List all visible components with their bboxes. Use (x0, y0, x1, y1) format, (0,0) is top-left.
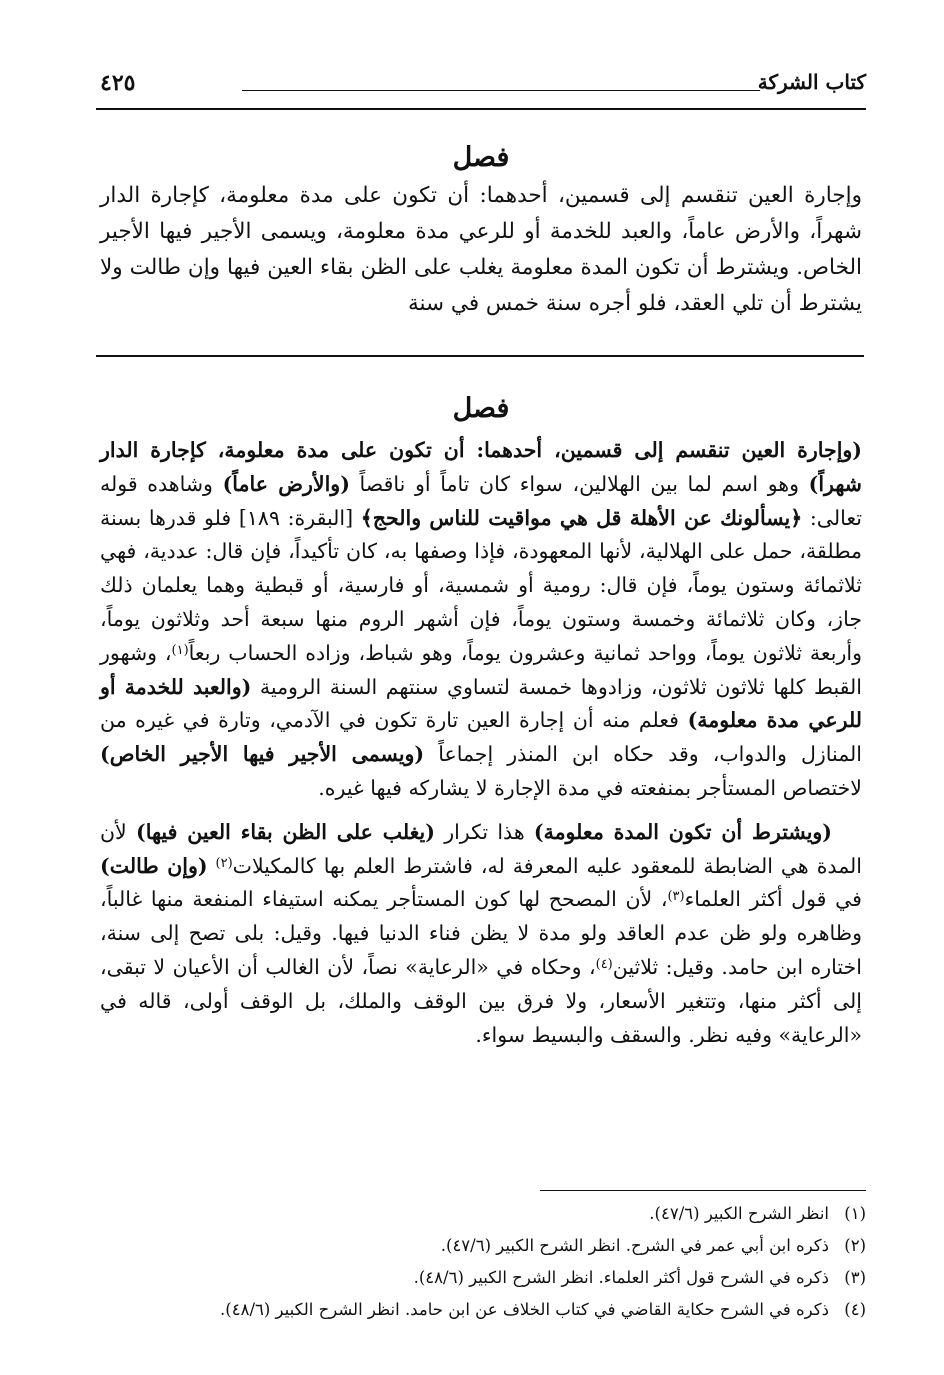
footnote-text: انظر الشرح الكبير (٤٧/٦). (649, 1204, 829, 1223)
matn-quote: (والعبد للخدمة أو للرعي مدة معلومة) (100, 674, 863, 733)
matn-quote: (ويسمى الأجير فيها الأجير الخاص) (100, 742, 425, 767)
footnote-number: (٢) (844, 1236, 866, 1255)
footnotes (146, 1198, 866, 1326)
sharh-paragraph-2 (100, 816, 862, 1053)
footnote (146, 1230, 866, 1262)
footnote-text: ذكره في الشرح حكاية القاضي في كتاب الخلاف عن ابن حامد. انظر الشرح الكبير (٤٨/٦). (220, 1300, 829, 1319)
sharh-text: ، لأن المصحح لها كون المستأجر يمكنه استيفاء المنفعة منها غالباً، وظاهره ولو ظن عدم العاقد ولو مدة لا يظن فناء الدنيا فيها. وقيل: بلى تصح إلى سنة، اختاره ابن حامد. وقيل: ثلاثين (100, 887, 862, 979)
footnote-rule (540, 1190, 866, 1191)
footnote-marker: (٤) (595, 956, 613, 972)
footnote-text: ذكره في الشرح قول أكثر العلماء. انظر الشرح الكبير (٤٨/٦). (413, 1268, 829, 1287)
footnote (146, 1294, 866, 1326)
sharh-text: هذا تكرار (434, 819, 534, 844)
footnote-number: (٤) (844, 1300, 866, 1319)
sharh-text: وشاهده قوله تعالى: (100, 471, 862, 530)
matn-quote: (وإن طالت) (100, 853, 208, 878)
matn-quote: (ويشترط أن تكون المدة معلومة) (533, 819, 832, 844)
header-rule (96, 108, 866, 110)
footnote (146, 1262, 866, 1294)
matn-quote: (وإجارة العين تنقسم إلى قسمين، أحدهما: أن تكون على مدة معلومة، كإجارة الدار شهراً) (100, 438, 862, 496)
header-dash-line (242, 90, 760, 91)
running-header (96, 68, 866, 112)
sharh-paragraph-1 (100, 434, 862, 806)
sharh-section (100, 388, 862, 1052)
sharh-text: فعلم منه أن إجارة العين تارة تكون في الآدمي، وتارة في غيره من المنازل والدواب، وقد حكاه ابن المنذر إجماعاً (100, 708, 862, 767)
sharh-heading: فصل (452, 393, 510, 424)
header-book-title: كتاب الشركة (757, 70, 866, 94)
matn-section (100, 140, 862, 322)
sharh-text: في قول أكثر العلماء (684, 887, 862, 912)
matn-quote: ﴿يسألونك عن الأهلة قل هي مواقيت للناس والحج﴾ (360, 505, 803, 530)
sharh-text (208, 854, 216, 878)
sharh-text: ، وشهور القبط كلها ثلاثون ثلاثون، وزادوها خمسة لتساوي سنتهم السنة الرومية (100, 640, 862, 699)
footnote-number: (١) (844, 1204, 866, 1223)
footnote-number: (٣) (844, 1268, 866, 1287)
matn-quote: (والأرض عاماً) (222, 471, 350, 496)
footnote-marker: (٢) (215, 855, 233, 871)
page-number: ٤٢٥ (100, 70, 136, 96)
matn-quote: (يغلب على الظن بقاء العين فيها) (136, 819, 435, 844)
matn-sharh-separator (96, 355, 864, 357)
sharh-text: ، وحكاه في «الرعاية» نصاً، لأن الغالب أن الأعيان لا تبقى، إلى أكثر منها، وتتغير الأسعار، ولا فرق بين الوقف والملك، بل الوقف أولى، قاله في «الرعاية» وفيه نظر. والسقف والبسيط سواء. (100, 954, 862, 1047)
sharh-text: وهو اسم لما بين الهلالين، سواء كان تاماً أو ناقصاً (349, 471, 809, 496)
footnote-marker: (٣) (667, 889, 685, 905)
footnote (146, 1198, 866, 1230)
footnote-text: ذكره ابن أبي عمر في الشرح. انظر الشرح الكبير (٤٧/٦). (440, 1236, 829, 1255)
footnote-marker: (١) (171, 642, 189, 658)
sharh-text: [البقرة: ١٨٩] فلو قدرها بسنة مطلقة، حمل على الهلالية، لأنها المعهودة، فإذا وصفها به، كان تأكيداً، فإن قال: عددية، فهي ثلاثمائة وستون يوماً، فإن قال: رومية أو شمسية، أو فارسية، أو قبطية وهما يعلمان ذلك جاز، وكان ثلاثمائة وخمسة وستون يوماً، فإن أشهر الروم منها سبعة أحد وثلاثون يوماً، وأربعة ثلاثون يوماً، وواحد ثمانية وعشرون يوماً، وهو شباط، وزاده الحساب ربعاً (100, 505, 862, 665)
matn-heading: فصل (452, 142, 510, 173)
sharh-text: لاختصاص المستأجر بمنفعته في مدة الإجارة لا يشاركه فيها غيره. (318, 775, 862, 800)
sharh-text: لأن المدة هي الضابطة للمعقود عليه المعرفة له، فاشترط العلم بها كالمكيلات (100, 819, 862, 878)
matn-text: وإجارة العين تنقسم إلى قسمين، أحدهما: أن تكون على مدة معلومة، كإجارة الدار شهراً، والأرض عاماً، والعبد للخدمة أو للرعي مدة معلومة، ويسمى الأجير فيها الأجير الخاص. ويشترط أن تكون المدة معلومة يغلب على الظن بقاء العين فيها وإن طالت ولا يشترط أن تلي العقد، فلو أجره سنة خمس في سنة (100, 183, 862, 316)
